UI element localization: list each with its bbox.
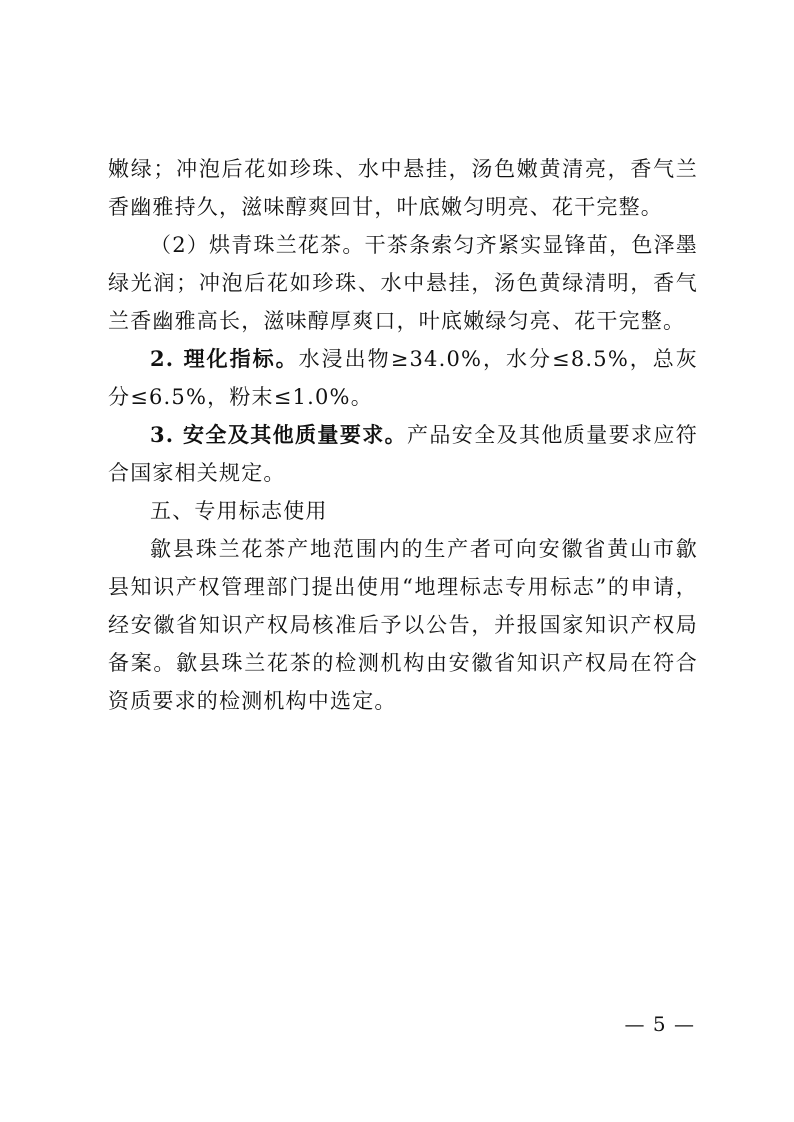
section-heading: 五、专用标志使用 [150, 499, 328, 523]
body-text [108, 150, 698, 720]
paragraph-safety [108, 416, 698, 492]
paragraph-label-usage: 歙县珠兰花茶产地范围内的生产者可向安徽省黄山市歙县知识产权管理部门提出使用“地理标志专用标志”的申请，经安徽省知识产权局核准后予以公告，并报国家知识产权局备案。歙县珠兰花茶的检测机构由安徽省知识产权局在符合资质要求的检测机构中选定。 [108, 537, 698, 713]
paragraph-tea-appearance-continued: 嫩绿；冲泡后花如珍珠、水中悬挂，汤色嫩黄清亮，香气兰香幽雅持久，滋味醇爽回甘，叶底嫩匀明亮、花干完整。 [108, 157, 698, 219]
safety-label: 3. 安全及其他质量要求。 [150, 422, 408, 447]
paragraph-baked-green-tea: （2）烘青珠兰花茶。干茶条索匀齐紧实显锋苗，色泽墨绿光润；冲泡后花如珍珠、水中悬挂，汤色黄绿清明，香气兰香幽雅高长，滋味醇厚爽口，叶底嫩绿匀亮、花干完整。 [108, 233, 698, 333]
safety-text: 产品安全及其他质量要求应符合国家相关规定。 [108, 423, 698, 485]
physicochemical-label: 2. 理化指标。 [150, 346, 299, 371]
paragraph-physicochemical [108, 340, 698, 416]
page-number: — 5 — [624, 1012, 695, 1036]
physicochemical-text: 水浸出物≥34.0%，水分≤8.5%，总灰分≤6.5%，粉末≤1.0%。 [108, 347, 698, 409]
